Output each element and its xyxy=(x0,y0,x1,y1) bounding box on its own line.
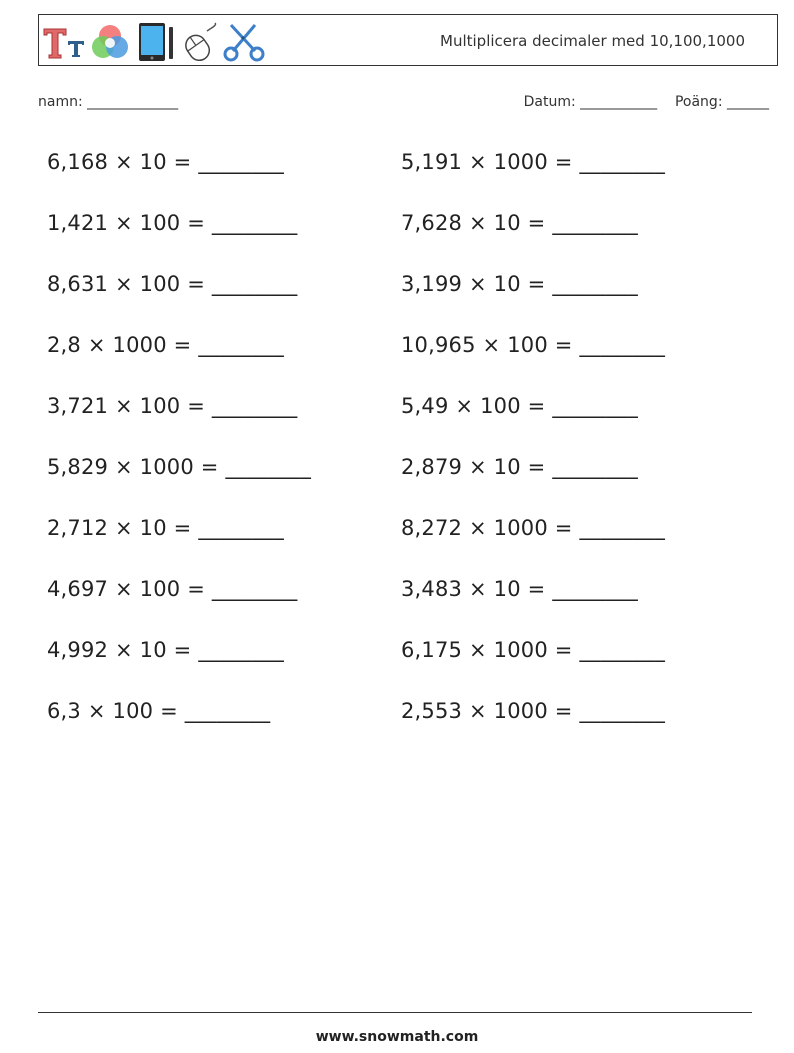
footer-divider xyxy=(38,1012,752,1013)
problem-left-3: 8,631 × 100 = ________ xyxy=(47,272,298,296)
scissors-icon xyxy=(221,21,269,63)
color-circles-icon xyxy=(87,21,133,63)
name-label: namn: xyxy=(38,94,83,110)
name-field xyxy=(38,94,178,110)
problem-left-8: 4,697 × 100 = ________ xyxy=(47,577,298,601)
problem-right-2: 7,628 × 10 = ________ xyxy=(401,211,638,235)
problem-left-7: 2,712 × 10 = ________ xyxy=(47,516,284,540)
problem-right-8: 3,483 × 10 = ________ xyxy=(401,577,638,601)
problem-right-1: 5,191 × 1000 = ________ xyxy=(401,150,666,174)
problem-right-9: 6,175 × 1000 = ________ xyxy=(401,638,666,662)
mouse-icon xyxy=(177,21,221,63)
footer-url: www.snowmath.com xyxy=(315,1029,479,1045)
problem-left-10: 6,3 × 100 = ________ xyxy=(47,699,271,723)
text-size-icon xyxy=(41,21,87,63)
score-line: ______ xyxy=(727,94,769,110)
problem-left-4: 2,8 × 1000 = ________ xyxy=(47,333,284,357)
problem-right-7: 8,272 × 1000 = ________ xyxy=(401,516,666,540)
date-line: ___________ xyxy=(580,94,658,110)
worksheet-title: Multiplicera decimaler med 10,100,1000 xyxy=(440,32,745,50)
header-box xyxy=(38,14,778,66)
header-icons xyxy=(41,21,269,63)
problem-left-9: 4,992 × 10 = ________ xyxy=(47,638,284,662)
problem-left-5: 3,721 × 100 = ________ xyxy=(47,394,298,418)
problem-right-5: 5,49 × 100 = ________ xyxy=(401,394,638,418)
date-label: Datum: xyxy=(523,94,576,110)
date-score-fields xyxy=(524,94,769,110)
problem-left-6: 5,829 × 1000 = ________ xyxy=(47,455,312,479)
problem-right-3: 3,199 × 10 = ________ xyxy=(401,272,638,296)
problem-right-6: 2,879 × 10 = ________ xyxy=(401,455,638,479)
problem-left-2: 1,421 × 100 = ________ xyxy=(47,211,298,235)
problem-right-4: 10,965 × 100 = ________ xyxy=(401,333,666,357)
problem-right-10: 2,553 × 1000 = ________ xyxy=(401,699,666,723)
tablet-icon xyxy=(133,21,177,63)
name-line: _____________ xyxy=(87,94,179,110)
problem-left-1: 6,168 × 10 = ________ xyxy=(47,150,284,174)
score-label: Poäng: xyxy=(674,94,723,110)
